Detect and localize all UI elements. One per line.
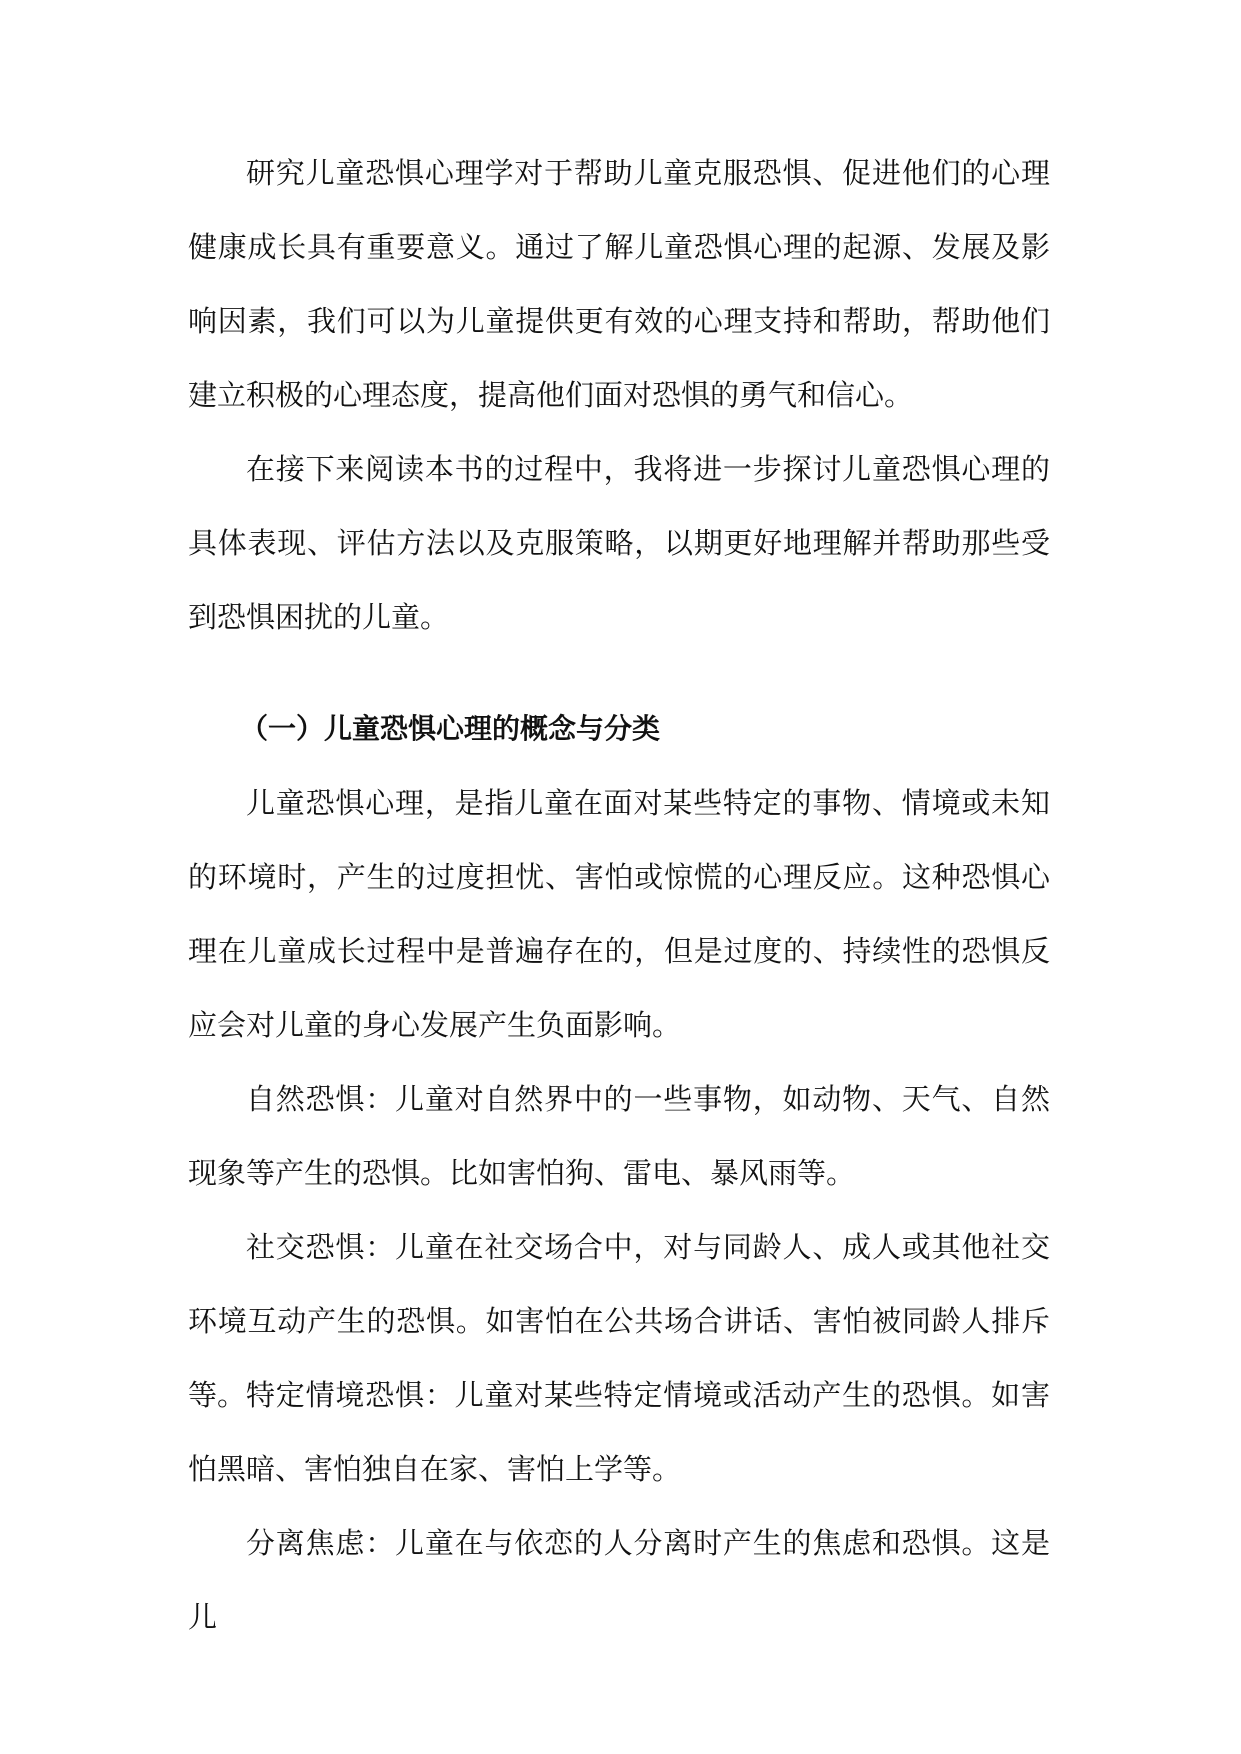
social-fear-paragraph: 社交恐惧：儿童在社交场合中，对与同龄人、成人或其他社交环境互动产生的恐惧。如害怕在公共场合讲话、害怕被同龄人排斥等。 [188,1230,1050,1412]
intro-paragraph-2: 在接下来阅读本书的过程中，我将进一步探讨儿童恐惧心理的具体表现、评估方法以及克服策略，以期更好地理解并帮助那些受到恐惧困扰的儿童。 [188,452,1050,634]
separation-anxiety-paragraph: 分离焦虑：儿童在与依恋的人分离时产生的焦虑和恐惧。这是儿 [188,1526,1050,1634]
definition-paragraph: 儿童恐惧心理，是指儿童在面对某些特定的事物、情境或未知的环境时，产生的过度担忧、害怕或惊慌的心理反应。这种恐惧心理在儿童成长过程中是普遍存在的，但是过度的、持续性的恐惧反应会对儿童的身心发展产生负面影响。 [188,786,1050,1042]
natural-fear-paragraph: 自然恐惧：儿童对自然界中的一些事物，如动物、天气、自然现象等产生的恐惧。比如害怕狗、雷电、暴风雨等。 [188,1082,1050,1190]
situational-fear-paragraph: 特定情境恐惧：儿童对某些特定情境或活动产生的恐惧。如害怕黑暗、害怕独自在家、害怕上学等。 [188,1378,1050,1486]
section-heading: （一）儿童恐惧心理的概念与分类 [240,712,661,745]
intro-paragraph-1: 研究儿童恐惧心理学对于帮助儿童克服恐惧、促进他们的心理健康成长具有重要意义。通过了解儿童恐惧心理的起源、发展及影响因素，我们可以为儿童提供更有效的心理支持和帮助，帮助他们建立积极的心理态度，提高他们面对恐惧的勇气和信心。 [188,156,1050,412]
